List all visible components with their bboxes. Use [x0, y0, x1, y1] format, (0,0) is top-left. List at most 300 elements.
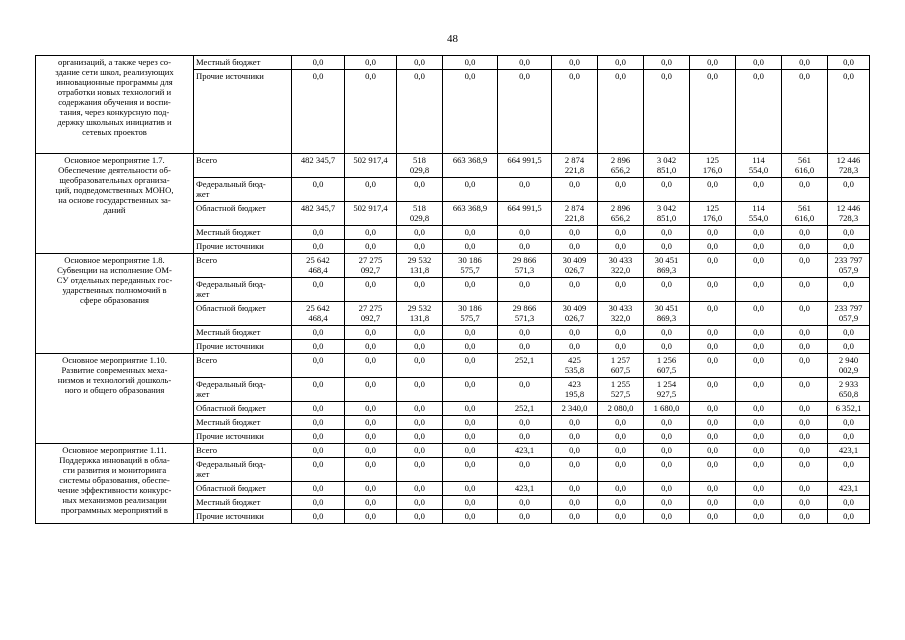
- amount-cell: [552, 444, 598, 458]
- amount-cell-line: 30 186: [458, 255, 482, 265]
- amount-cell-line: 616,0: [794, 165, 815, 175]
- amount-cell: [598, 402, 644, 416]
- amount-cell: [828, 458, 870, 482]
- amount-cell-line: 0,0: [519, 279, 530, 289]
- amount-cell: [292, 154, 345, 178]
- amount-cell: [397, 378, 443, 402]
- amount-cell-line: 252,1: [514, 403, 535, 413]
- event-title-line: низмов и технологий дошколь-: [57, 375, 172, 385]
- amount-cell: [397, 240, 443, 254]
- amount-cell-line: 0,0: [707, 431, 718, 441]
- amount-cell-line: 482 345,7: [300, 155, 336, 165]
- amount-cell-line: 0,0: [843, 417, 854, 427]
- amount-cell-line: 927,5: [656, 389, 677, 399]
- amount-cell: [397, 202, 443, 226]
- amount-cell-line: 0,0: [661, 431, 672, 441]
- amount-cell-line: 221,8: [564, 213, 585, 223]
- amount-cell: [736, 154, 782, 178]
- amount-cell: [443, 56, 498, 70]
- amount-cell-line: 0,0: [464, 379, 476, 389]
- amount-cell-line: 0,0: [753, 255, 764, 265]
- amount-cell-line: 0,0: [799, 327, 810, 337]
- amount-cell: [498, 496, 552, 510]
- amount-cell: [443, 458, 498, 482]
- amount-cell-line: 0,0: [365, 227, 376, 237]
- amount-cell: [397, 154, 443, 178]
- amount-cell: [644, 354, 690, 378]
- amount-cell-line: 869,3: [656, 313, 677, 323]
- amount-cell: [782, 510, 828, 524]
- amount-cell-line: 0,0: [365, 341, 376, 351]
- amount-cell: [828, 340, 870, 354]
- amount-cell-line: 0,0: [365, 497, 376, 507]
- amount-cell: [690, 302, 736, 326]
- amount-cell-line: 0,0: [519, 511, 530, 521]
- amount-cell-line: 0,0: [707, 227, 718, 237]
- event-title-line: сфере образования: [80, 295, 149, 305]
- amount-cell: [345, 278, 397, 302]
- amount-cell: [397, 444, 443, 458]
- amount-cell-line: 0,0: [312, 341, 324, 351]
- amount-cell: [828, 496, 870, 510]
- amount-cell-line: 0,0: [312, 459, 324, 469]
- amount-cell: [828, 430, 870, 444]
- amount-cell-line: 575,7: [460, 265, 480, 275]
- event-title-line: инновационные программы для: [56, 77, 173, 87]
- funding-source-line: Федеральный бюд-: [196, 179, 266, 189]
- amount-cell: [828, 178, 870, 202]
- funding-source: [194, 340, 292, 354]
- amount-cell: [644, 240, 690, 254]
- amount-cell: [690, 458, 736, 482]
- event-title-line: чение эффективности конкурс-: [57, 485, 172, 495]
- amount-cell-line: 233 797: [834, 255, 863, 265]
- amount-cell: [782, 340, 828, 354]
- amount-cell: [644, 510, 690, 524]
- amount-cell: [498, 458, 552, 482]
- amount-cell-line: 0,0: [464, 431, 476, 441]
- amount-cell-line: 25 642: [306, 303, 330, 313]
- event-title-line: здание сети школ, реализующих: [55, 67, 174, 77]
- amount-cell: [397, 402, 443, 416]
- amount-cell-line: 0,0: [464, 445, 476, 455]
- amount-cell: [598, 340, 644, 354]
- amount-cell-line: 125: [706, 155, 719, 165]
- amount-cell: [397, 254, 443, 278]
- table-row: [36, 444, 870, 458]
- amount-cell-line: 0,0: [661, 71, 672, 81]
- amount-cell-line: 0,0: [414, 403, 425, 413]
- amount-cell-line: 0,0: [799, 71, 810, 81]
- amount-cell: [552, 510, 598, 524]
- amount-cell: [498, 416, 552, 430]
- amount-cell: [598, 496, 644, 510]
- amount-cell-line: 0,0: [312, 241, 324, 251]
- amount-cell-line: 0,0: [753, 417, 764, 427]
- amount-cell-line: 527,5: [610, 389, 631, 399]
- amount-cell: [292, 416, 345, 430]
- amount-cell-line: 0,0: [661, 341, 672, 351]
- amount-cell-line: 0,0: [799, 57, 810, 67]
- amount-cell-line: 131,8: [409, 265, 430, 275]
- table-row: [36, 154, 870, 178]
- amount-cell: [552, 202, 598, 226]
- amount-cell: [644, 278, 690, 302]
- amount-cell-line: 0,0: [661, 497, 672, 507]
- amount-cell-line: 663 368,9: [452, 155, 488, 165]
- amount-cell: [345, 254, 397, 278]
- amount-cell: [782, 326, 828, 340]
- amount-cell-line: 0,0: [464, 497, 476, 507]
- amount-cell: [828, 254, 870, 278]
- amount-cell: [397, 510, 443, 524]
- amount-cell-line: 0,0: [753, 497, 764, 507]
- amount-cell: [690, 226, 736, 240]
- amount-cell-line: 0,0: [414, 431, 425, 441]
- amount-cell: [345, 430, 397, 444]
- amount-cell: [345, 378, 397, 402]
- amount-cell-line: 0,0: [753, 71, 764, 81]
- amount-cell: [345, 240, 397, 254]
- amount-cell-line: 0,0: [414, 327, 425, 337]
- amount-cell-line: 0,0: [312, 431, 324, 441]
- amount-cell-line: 0,0: [569, 431, 580, 441]
- event-title: [36, 444, 194, 524]
- amount-cell-line: 0,0: [615, 497, 626, 507]
- amount-cell-line: 0,0: [661, 327, 672, 337]
- amount-cell: [828, 510, 870, 524]
- amount-cell: [397, 278, 443, 302]
- amount-cell: [690, 354, 736, 378]
- amount-cell-line: 0,0: [615, 327, 626, 337]
- amount-cell: [644, 254, 690, 278]
- funding-source: [194, 154, 292, 178]
- amount-cell: [292, 70, 345, 154]
- amount-cell: [292, 510, 345, 524]
- amount-cell: [644, 56, 690, 70]
- amount-cell-line: 0,0: [753, 355, 764, 365]
- amount-cell: [644, 226, 690, 240]
- amount-cell: [598, 302, 644, 326]
- amount-cell-line: 482 345,7: [300, 203, 336, 213]
- amount-cell: [498, 240, 552, 254]
- amount-cell: [690, 510, 736, 524]
- amount-cell: [598, 482, 644, 496]
- amount-cell: [397, 326, 443, 340]
- amount-cell: [397, 226, 443, 240]
- amount-cell: [782, 302, 828, 326]
- amount-cell: [644, 178, 690, 202]
- funding-source: [194, 354, 292, 378]
- amount-cell: [598, 326, 644, 340]
- amount-cell: [443, 354, 498, 378]
- amount-cell: [690, 240, 736, 254]
- amount-cell: [782, 226, 828, 240]
- amount-cell-line: 0,0: [707, 241, 718, 251]
- amount-cell: [345, 340, 397, 354]
- amount-cell: [598, 430, 644, 444]
- amount-cell-line: 0,0: [799, 241, 810, 251]
- amount-cell: [498, 340, 552, 354]
- funding-source-line: Прочие источники: [196, 341, 264, 351]
- funding-source-line: Областной бюджет: [196, 203, 266, 213]
- amount-cell: [644, 496, 690, 510]
- funding-source-line: жет: [196, 389, 210, 399]
- amount-cell-line: 0,0: [615, 341, 626, 351]
- amount-cell: [552, 416, 598, 430]
- amount-cell-line: 0,0: [365, 511, 376, 521]
- amount-cell-line: 12 446: [836, 203, 861, 213]
- amount-cell-line: 026,7: [564, 313, 585, 323]
- amount-cell: [690, 444, 736, 458]
- amount-cell-line: 561: [798, 155, 811, 165]
- amount-cell: [736, 510, 782, 524]
- funding-source-line: жет: [196, 469, 210, 479]
- amount-cell: [736, 326, 782, 340]
- amount-cell: [345, 302, 397, 326]
- amount-cell-line: 0,0: [464, 71, 476, 81]
- amount-cell-line: 30 409: [562, 303, 587, 313]
- amount-cell-line: 0,0: [464, 327, 476, 337]
- amount-cell-line: 002,9: [838, 365, 859, 375]
- amount-cell: [397, 458, 443, 482]
- amount-cell-line: 0,0: [843, 497, 854, 507]
- event-title-line: Обеспечение деятельности об-: [58, 165, 171, 175]
- amount-cell-line: 0,0: [569, 71, 580, 81]
- funding-source-line: жет: [196, 189, 210, 199]
- amount-cell-line: 0,0: [464, 341, 476, 351]
- event-title-line: ударственных полномочий в: [62, 285, 167, 295]
- amount-cell-line: 656,2: [610, 213, 631, 223]
- amount-cell-line: 0,0: [707, 279, 718, 289]
- amount-cell-line: 30 409: [562, 255, 587, 265]
- funding-source: [194, 240, 292, 254]
- amount-cell-line: 0,0: [707, 327, 718, 337]
- funding-source-line: Местный бюджет: [196, 417, 261, 427]
- amount-cell-line: 0,0: [464, 227, 476, 237]
- amount-cell: [443, 430, 498, 444]
- amount-cell: [498, 482, 552, 496]
- amount-cell: [397, 496, 443, 510]
- amount-cell: [552, 458, 598, 482]
- event-title-line: Развитие современных меха-: [61, 365, 168, 375]
- amount-cell: [736, 302, 782, 326]
- amount-cell-line: 0,0: [464, 483, 476, 493]
- amount-cell-line: 425: [568, 355, 581, 365]
- event-title-line: Основное мероприятие 1.11.: [62, 445, 167, 455]
- amount-cell-line: 131,8: [409, 313, 430, 323]
- amount-cell: [736, 444, 782, 458]
- amount-cell-line: 0,0: [707, 511, 718, 521]
- amount-cell-line: 0,0: [312, 355, 324, 365]
- amount-cell-line: 0,0: [365, 279, 376, 289]
- amount-cell: [736, 240, 782, 254]
- amount-cell: [690, 254, 736, 278]
- funding-source: [194, 416, 292, 430]
- amount-cell: [644, 482, 690, 496]
- amount-cell-line: 2 940: [838, 355, 859, 365]
- amount-cell-line: 0,0: [312, 445, 324, 455]
- amount-cell-line: 0,0: [414, 511, 425, 521]
- funding-source: [194, 510, 292, 524]
- amount-cell: [736, 496, 782, 510]
- amount-cell: [828, 444, 870, 458]
- amount-cell: [782, 154, 828, 178]
- amount-cell-line: 0,0: [464, 57, 476, 67]
- amount-cell: [345, 70, 397, 154]
- event-title-line: программных мероприятий в: [61, 505, 168, 515]
- amount-cell: [552, 56, 598, 70]
- amount-cell: [498, 326, 552, 340]
- amount-cell: [690, 56, 736, 70]
- table-row: [36, 56, 870, 70]
- amount-cell-line: 322,0: [610, 265, 631, 275]
- amount-cell-line: 0,0: [799, 431, 810, 441]
- amount-cell: [345, 178, 397, 202]
- amount-cell-line: 664 991,5: [507, 203, 542, 213]
- amount-cell-line: 0,0: [799, 511, 810, 521]
- amount-cell-line: 561: [798, 203, 811, 213]
- amount-cell-line: 0,0: [661, 445, 672, 455]
- amount-cell-line: 0,0: [661, 279, 672, 289]
- amount-cell-line: 0,0: [569, 483, 580, 493]
- amount-cell-line: 0,0: [707, 71, 718, 81]
- amount-cell: [644, 340, 690, 354]
- amount-cell-line: 0,0: [753, 459, 764, 469]
- amount-cell-line: 0,0: [843, 459, 854, 469]
- amount-cell: [690, 402, 736, 416]
- amount-cell-line: 057,9: [838, 265, 859, 275]
- amount-cell: [644, 458, 690, 482]
- amount-cell-line: 0,0: [661, 483, 672, 493]
- amount-cell-line: 114: [752, 203, 765, 213]
- amount-cell-line: 0,0: [569, 327, 580, 337]
- amount-cell: [345, 458, 397, 482]
- amount-cell: [443, 416, 498, 430]
- amount-cell-line: 0,0: [312, 227, 324, 237]
- amount-cell-line: 616,0: [794, 213, 815, 223]
- amount-cell: [736, 402, 782, 416]
- event-title-line: ного и общего образования: [64, 385, 165, 395]
- amount-cell-line: 502 917,4: [353, 203, 388, 213]
- amount-cell: [292, 444, 345, 458]
- amount-cell: [782, 56, 828, 70]
- amount-cell-line: 663 368,9: [452, 203, 488, 213]
- amount-cell: [443, 510, 498, 524]
- amount-cell: [292, 430, 345, 444]
- amount-cell-line: 3 042: [656, 155, 677, 165]
- amount-cell: [736, 482, 782, 496]
- amount-cell-line: 0,0: [464, 279, 476, 289]
- event-title-line: даний: [103, 205, 126, 215]
- amount-cell-line: 092,7: [360, 265, 381, 275]
- amount-cell: [644, 416, 690, 430]
- amount-cell-line: 0,0: [843, 241, 854, 251]
- amount-cell: [292, 402, 345, 416]
- amount-cell-line: 869,3: [656, 265, 677, 275]
- table-row: [36, 254, 870, 278]
- amount-cell-line: 571,3: [514, 313, 535, 323]
- amount-cell: [345, 510, 397, 524]
- amount-cell: [443, 402, 498, 416]
- amount-cell: [598, 444, 644, 458]
- amount-cell: [345, 354, 397, 378]
- amount-cell-line: 607,5: [610, 365, 631, 375]
- amount-cell: [736, 378, 782, 402]
- amount-cell-line: 0,0: [661, 511, 672, 521]
- amount-cell: [552, 326, 598, 340]
- amount-cell: [443, 178, 498, 202]
- amount-cell-line: 423,1: [838, 483, 859, 493]
- amount-cell: [828, 202, 870, 226]
- amount-cell-line: 0,0: [707, 497, 718, 507]
- amount-cell: [292, 354, 345, 378]
- amount-cell-line: 2 933: [838, 379, 859, 389]
- amount-cell-line: 0,0: [843, 71, 854, 81]
- amount-cell: [828, 354, 870, 378]
- amount-cell: [598, 202, 644, 226]
- amount-cell-line: 0,0: [569, 179, 580, 189]
- amount-cell: [782, 458, 828, 482]
- amount-cell: [690, 482, 736, 496]
- amount-cell-line: 322,0: [610, 313, 631, 323]
- amount-cell-line: 0,0: [414, 179, 425, 189]
- amount-cell: [443, 278, 498, 302]
- amount-cell: [292, 178, 345, 202]
- event-title: [36, 154, 194, 254]
- amount-cell-line: 0,0: [312, 497, 324, 507]
- event-title: [36, 56, 194, 154]
- amount-cell-line: 0,0: [365, 403, 376, 413]
- amount-cell: [736, 340, 782, 354]
- amount-cell: [828, 56, 870, 70]
- amount-cell: [397, 178, 443, 202]
- amount-cell: [292, 240, 345, 254]
- amount-cell: [397, 354, 443, 378]
- amount-cell-line: 0,0: [615, 279, 626, 289]
- amount-cell: [397, 430, 443, 444]
- funding-source: [194, 402, 292, 416]
- amount-cell-line: 0,0: [799, 497, 810, 507]
- amount-cell-line: 0,0: [661, 241, 672, 251]
- amount-cell-line: 0,0: [519, 341, 530, 351]
- amount-cell: [292, 202, 345, 226]
- amount-cell-line: 29 532: [407, 255, 432, 265]
- amount-cell-line: 575,7: [460, 313, 480, 323]
- amount-cell: [498, 402, 552, 416]
- amount-cell: [397, 340, 443, 354]
- funding-source: [194, 254, 292, 278]
- amount-cell: [443, 226, 498, 240]
- amount-cell: [690, 430, 736, 444]
- amount-cell: [443, 202, 498, 226]
- amount-cell-line: 29 866: [512, 303, 537, 313]
- amount-cell: [782, 482, 828, 496]
- event-title: [36, 254, 194, 354]
- amount-cell-line: 0,0: [414, 459, 425, 469]
- funding-source: [194, 70, 292, 154]
- amount-cell: [552, 254, 598, 278]
- amount-cell: [397, 70, 443, 154]
- amount-cell-line: 0,0: [414, 71, 425, 81]
- amount-cell-line: 0,0: [799, 355, 810, 365]
- amount-cell-line: 664 991,5: [507, 155, 542, 165]
- amount-cell: [292, 378, 345, 402]
- amount-cell-line: 0,0: [661, 227, 672, 237]
- amount-cell: [782, 178, 828, 202]
- amount-cell-line: 728,3: [838, 165, 859, 175]
- amount-cell-line: 0,0: [312, 327, 324, 337]
